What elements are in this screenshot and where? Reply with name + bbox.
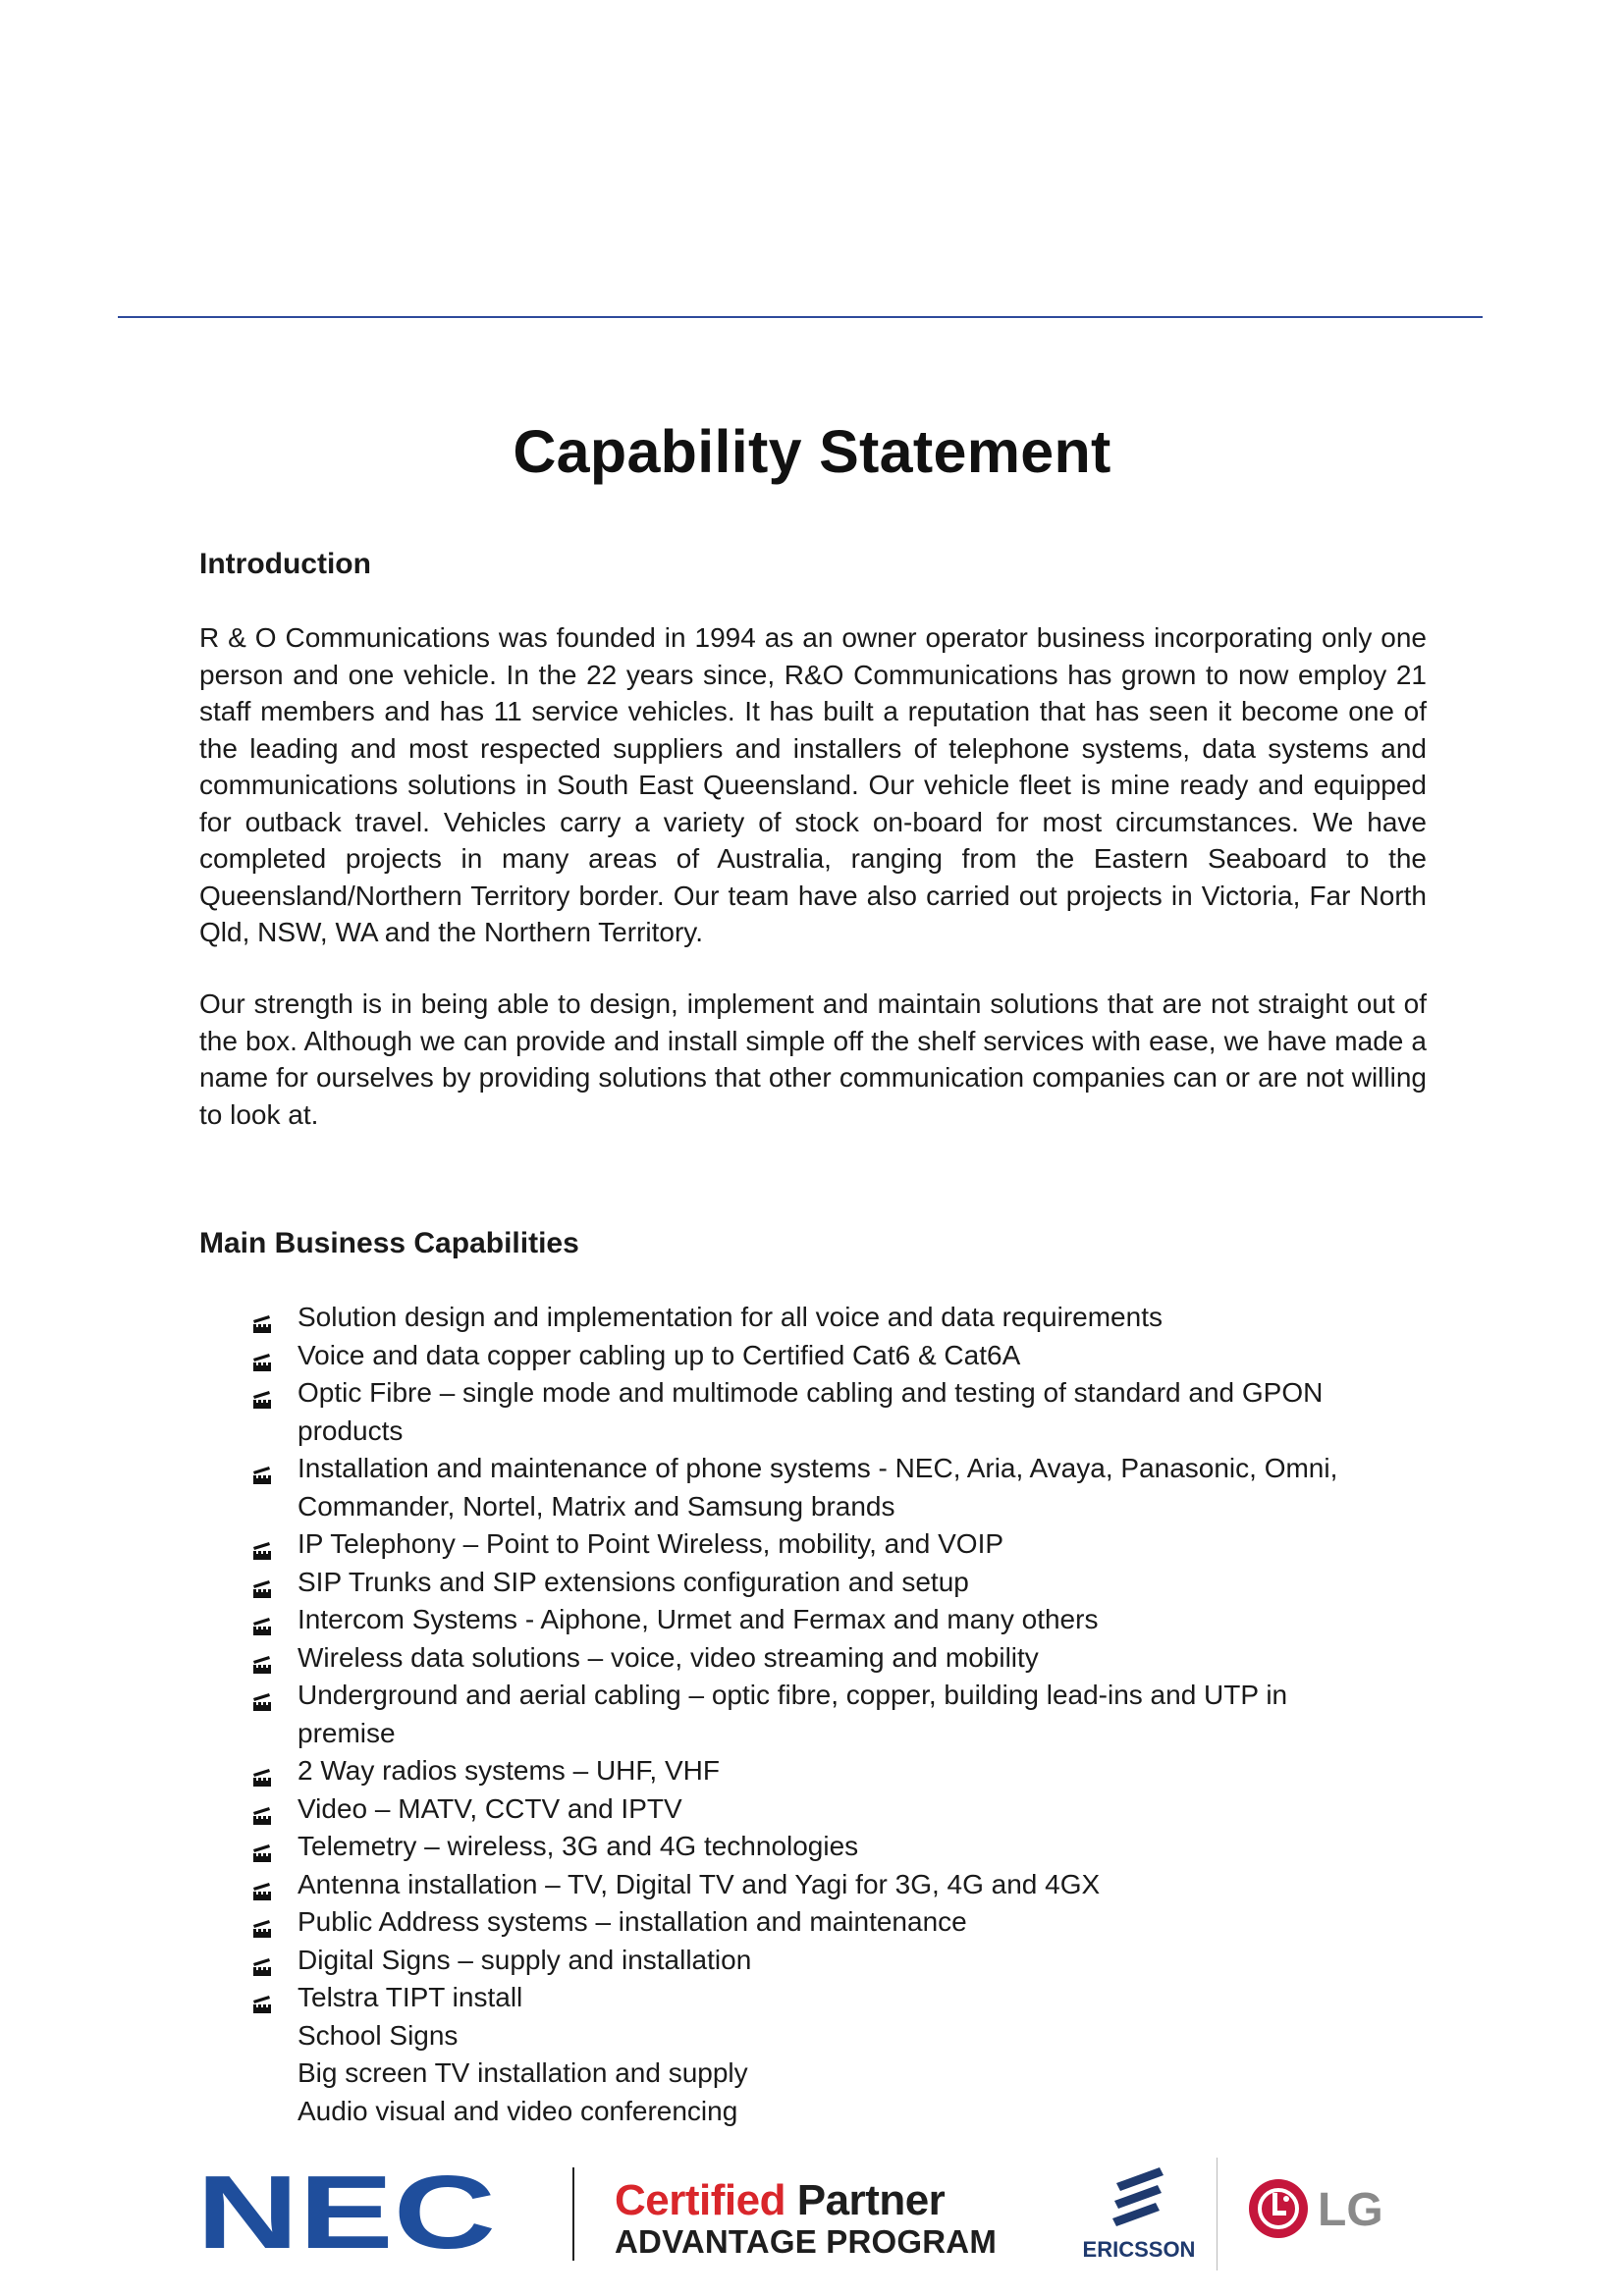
capability-text: SIP Trunks and SIP extensions configuration and setup	[298, 1566, 969, 1597]
logo-divider	[572, 2167, 574, 2261]
partner-word: Partner	[796, 2176, 946, 2224]
certified-partner-logo	[615, 2177, 997, 2260]
clapperboard-bullet-icon	[251, 1345, 273, 1364]
capability-text: Solution design and implementation for all voice and data requirements	[298, 1302, 1163, 1332]
capability-text: Intercom Systems - Aiphone, Urmet and Fermax and many others	[298, 1604, 1099, 1634]
lg-logo	[1243, 2169, 1390, 2253]
clapperboard-bullet-icon	[251, 1987, 273, 2006]
clapperboard-bullet-icon	[251, 1760, 273, 1780]
capability-text: Public Address systems – installation and maintenance	[298, 1906, 967, 1937]
capability-item	[0, 2055, 1358, 2093]
clapperboard-bullet-icon	[251, 1307, 273, 1326]
capability-item	[0, 1903, 1358, 1942]
capability-item	[0, 1942, 1358, 1980]
header-rule	[118, 316, 1483, 318]
capability-item	[0, 1525, 1358, 1564]
capability-item	[0, 1337, 1358, 1375]
capabilities-heading: Main Business Capabilities	[199, 1227, 579, 1259]
capability-item	[0, 1866, 1358, 1904]
capability-item	[0, 2093, 1358, 2131]
capability-item	[0, 1752, 1358, 1790]
nec-logo-text: NEC	[196, 2167, 496, 2256]
capability-text: Voice and data copper cabling up to Certified Cat6 & Cat6A	[298, 1339, 1021, 1370]
capability-item	[0, 1601, 1358, 1639]
ericsson-bars-icon	[1105, 2162, 1173, 2230]
capability-text: Telstra TIPT install	[298, 1982, 523, 2012]
capability-text: Video – MATV, CCTV and IPTV	[298, 1792, 682, 1824]
capability-item	[0, 1639, 1358, 1678]
capability-text: Installation and maintenance of phone systems - NEC, Aria, Avaya, Panasonic, Omni, Commander, Nortel, Matrix and Samsung brands	[298, 1453, 1338, 1522]
logo-divider-2	[1217, 2158, 1218, 2270]
capability-item	[0, 1374, 1358, 1450]
capability-item	[0, 1299, 1358, 1337]
capability-item	[0, 1828, 1358, 1866]
clapperboard-bullet-icon	[251, 1684, 273, 1704]
clapperboard-bullet-icon	[251, 1911, 273, 1931]
capability-item	[0, 1790, 1358, 1829]
capability-text: 2 Way radios systems – UHF, VHF	[298, 1755, 720, 1786]
capability-text: School Signs	[298, 2019, 459, 2051]
clapperboard-bullet-icon	[251, 1647, 273, 1667]
clapperboard-bullet-icon	[251, 1382, 273, 1402]
capability-item	[0, 1979, 1358, 2017]
capability-text: Antenna installation – TV, Digital TV and Yagi for 3G, 4G and 4GX	[298, 1868, 1101, 1899]
capability-text: Underground and aerial cabling – optic fibre, copper, building lead-ins and UTP in premise	[298, 1680, 1288, 1748]
clapperboard-bullet-icon	[251, 1949, 273, 1969]
capability-text: Audio visual and video conferencing	[298, 2095, 738, 2126]
nec-logo	[196, 2167, 501, 2261]
capability-text: Wireless data solutions – voice, video streaming and mobility	[298, 1641, 1039, 1673]
capability-text: Big screen TV installation and supply	[298, 2057, 748, 2088]
clapperboard-bullet-icon	[251, 1533, 273, 1553]
ericsson-logo	[1070, 2162, 1208, 2263]
page-title: Capability Statement	[513, 418, 1111, 485]
clapperboard-bullet-icon	[251, 1798, 273, 1818]
clapperboard-bullet-icon	[251, 1609, 273, 1629]
clapperboard-bullet-icon	[251, 1874, 273, 1894]
introduction-paragraph-2: Our strength is in being able to design, implement and maintain solutions that are not straight out of the box. Although we can provide and install simple off the shelf services with ease, we have made a name for ourselves by providing solutions that other communication companies can or are not willing to look at.	[199, 988, 1427, 1130]
ericsson-text: ERICSSON	[1082, 2237, 1196, 2262]
capability-text: Digital Signs – supply and installation	[298, 1944, 752, 1975]
capability-text: Optic Fibre – single mode and multimode cabling and testing of standard and GPON products	[298, 1377, 1324, 1446]
advantage-program-text: ADVANTAGE PROGRAM	[615, 2223, 998, 2260]
capability-item	[0, 2017, 1358, 2056]
partner-logos	[0, 2140, 1624, 2277]
capability-text: Telemetry – wireless, 3G and 4G technologies	[298, 1831, 859, 1861]
clapperboard-bullet-icon	[251, 1458, 273, 1477]
capability-item	[0, 1450, 1358, 1525]
introduction-paragraph-1: R & O Communications was founded in 1994 as an owner operator business incorporating only one person and one vehicle. In the 22 years since, R&O Communications has grown to now employ 21 staff members and has 11 service vehicles. It has built a reputation that has seen it become one of the leading and most respected suppliers and installers of telephone systems, data systems and communications solutions in South East Queensland. Our vehicle fleet is mine ready and equipped for outback travel. Vehicles carry a variety of stock on-board for most circumstances. We have completed projects in many areas of Australia, ranging from the Eastern Seaboard to the Queensland/Northern Territory border. Our team have also carried out projects in Victoria, Far North Qld, NSW, WA and the Northern Territory.	[199, 622, 1427, 947]
introduction-heading: Introduction	[199, 548, 371, 580]
clapperboard-bullet-icon	[251, 1572, 273, 1591]
certified-word: Certified	[615, 2176, 785, 2224]
capability-item	[0, 1677, 1358, 1752]
clapperboard-bullet-icon	[251, 1836, 273, 1855]
capabilities-list	[0, 1299, 1624, 2130]
capability-text: IP Telephony – Point to Point Wireless, mobility, and VOIP	[298, 1528, 1004, 1559]
capability-item	[0, 1564, 1358, 1602]
lg-text: LG	[1318, 2184, 1383, 2236]
